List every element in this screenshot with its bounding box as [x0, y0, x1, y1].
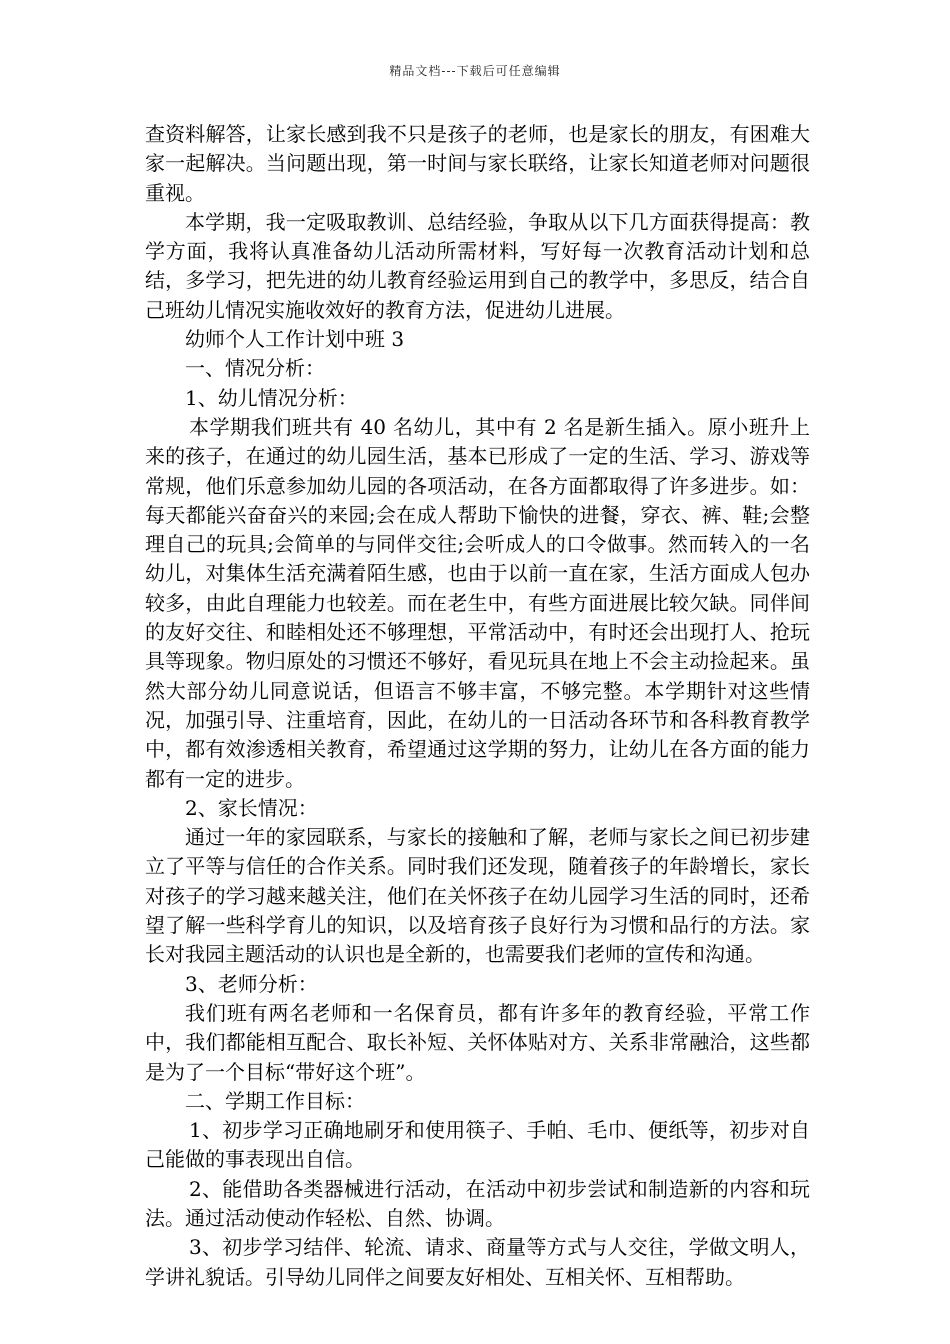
goal-item-1: 1、初步学习正确地刷牙和使用筷子、手帕、毛巾、便纸等，初步对自己能做的事表现出自信。	[145, 1118, 810, 1172]
section-title: 幼师个人工作计划中班 3	[185, 327, 405, 352]
paragraph-continued: 查资料解答，让家长感到我不只是孩子的老师，也是家长的朋友，有困难大家一起解决。当问题出现，第一时间与家长联络，让家长知道老师对问题很重视。	[145, 122, 810, 205]
goal-item-3: 3、初步学习结伴、轮流、请求、商量等方式与人交往，学做文明人，学讲礼貌话。引导幼儿同伴之间要友好相处、互相关怀、互相帮助。	[145, 1235, 810, 1289]
subheading-children-analysis: 1、幼儿情况分析：	[185, 385, 358, 410]
document-body	[145, 120, 810, 1292]
paragraph-parents: 通过一年的家园联系，与家长的接触和了解，老师与家长之间已初步建立了平等与信任的合作关系。同时我们还发现，随着孩子的年龄增长，家长对孩子的学习越来越关注，他们在关怀孩子在幼儿园学习生活的同时，还希望了解一些科学育儿的知识，以及培育孩子良好行为习惯和品行的方法。家长对我园主题活动的认识也是全新的，也需要我们老师的宣传和沟通。	[145, 825, 810, 967]
paragraph-children-analysis: 本学期我们班共有 40 名幼儿，其中有 2 名是新生插入。原小班升上来的孩子，在通过的幼儿园生活，基本已形成了一定的生活、学习、游戏等常规，他们乐意参加幼儿园的各项活动，在各方面都取得了许多进步。如：每天都能兴奋奋兴的来园;会在成人帮助下愉快的进餐，穿衣、裤、鞋;会整理自己的玩具;会简单的与同伴交往;会听成人的口令做事。然而转入的一名幼儿，对集体生活充满着陌生感，也由于以前一直在家，生活方面成人包办较多，由此自理能力也较差。而在老生中，有些方面进展比较欠缺。同伴间的友好交往、和睦相处还不够理想，平常活动中，有时还会出现打人、抢玩具等现象。物归原处的习惯还不够好，看见玩具在地上不会主动捡起来。虽然大部分幼儿同意说话，但语言不够丰富，不够完整。本学期针对这些情况，加强引导、注重培育，因此，在幼儿的一日活动各环节和各科教育教学中，都有效渗透相关教育，希望通过这学期的努力，让幼儿在各方面的能力都有一定的进步。	[145, 414, 810, 791]
page-header: 精品文档---下载后可任意编辑	[389, 64, 561, 78]
paragraph-improvement-plan: 本学期，我一定吸取教训、总结经验，争取从以下几方面获得提高：教学方面，我将认真准备幼儿活动所需材料，写好每一次教育活动计划和总结，多学习，把先进的幼儿教育经验运用到自己的教学中，多思反，结合自己班幼儿情况实施收效好的教育方法，促进幼儿进展。	[145, 209, 810, 322]
paragraph-teachers: 我们班有两名老师和一名保育员，都有许多年的教育经验，平常工作中，我们都能相互配合、取长补短、关怀体贴对方、关系非常融洽，这些都是为了一个目标“带好这个班”。	[145, 1000, 810, 1084]
heading-semester-goals: 二、学期工作目标：	[185, 1088, 365, 1113]
goal-item-2: 2、能借助各类器械进行活动，在活动中初步尝试和制造新的内容和玩法。通过活动使动作轻松、自然、协调。	[145, 1176, 810, 1230]
subheading-parents: 2、家长情况：	[185, 795, 318, 820]
heading-situation-analysis: 一、情况分析：	[185, 356, 325, 381]
subheading-teachers: 3、老师分析：	[185, 971, 318, 996]
